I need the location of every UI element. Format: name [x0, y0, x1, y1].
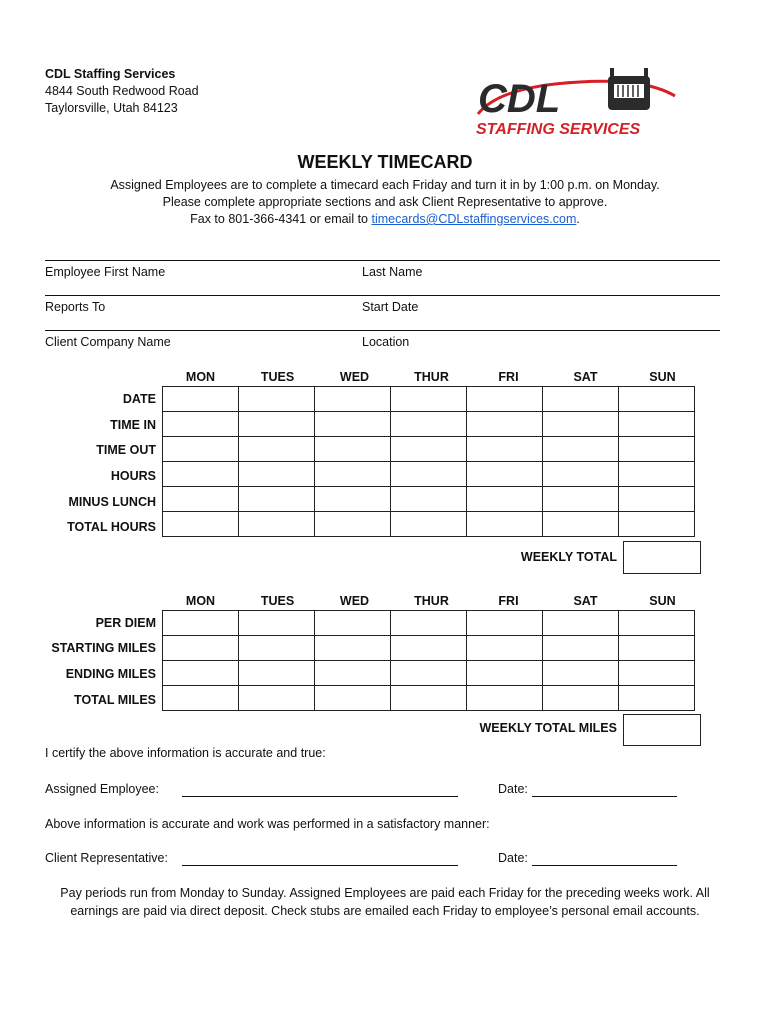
hours-cell[interactable] [391, 412, 467, 437]
row-label-total-hours: TOTAL HOURS [67, 520, 156, 534]
hours-cell[interactable] [239, 487, 315, 512]
row-label-total-miles: TOTAL MILES [74, 693, 156, 707]
hours-cell[interactable] [315, 487, 391, 512]
hours-cell[interactable] [619, 487, 695, 512]
hours-cell[interactable] [239, 412, 315, 437]
day-header-fri-2: FRI [498, 594, 519, 608]
email-link[interactable]: timecards@CDLstaffingservices.com [371, 212, 577, 226]
day-header-mon-2: MON [185, 594, 216, 608]
row-label-time-in: TIME IN [110, 418, 156, 432]
company-address [45, 66, 199, 117]
reports-to-label: Reports To [45, 300, 106, 314]
miles-cell[interactable] [315, 636, 391, 661]
hours-cell[interactable] [467, 487, 543, 512]
logo-main-text: CDL [478, 77, 561, 121]
certify-statement: I certify the above information is accurate and true: [45, 746, 326, 760]
hours-cell[interactable] [467, 412, 543, 437]
employee-signature-line[interactable] [182, 796, 458, 797]
day-header-wed-2: WED [339, 594, 370, 608]
cdl-logo [470, 66, 680, 138]
day-header-mon: MON [185, 370, 216, 384]
truck-icon [608, 68, 650, 110]
miles-cell[interactable] [467, 611, 543, 636]
client-rep-label: Client Representative: [45, 851, 168, 865]
miles-cell[interactable] [163, 611, 239, 636]
miles-cell[interactable] [543, 611, 619, 636]
hours-cell[interactable] [543, 462, 619, 487]
hours-cell[interactable] [391, 462, 467, 487]
day-header-sat-2: SAT [573, 594, 598, 608]
weekly-total-box[interactable] [623, 541, 701, 574]
day-header-fri: FRI [498, 370, 519, 384]
day-header-sat: SAT [573, 370, 598, 384]
hours-cell[interactable] [315, 412, 391, 437]
client-rep-signature-line[interactable] [182, 865, 458, 866]
reports-to-line[interactable] [45, 295, 720, 296]
hours-cell[interactable] [163, 487, 239, 512]
employee-date-label: Date: [498, 782, 528, 796]
hours-cell[interactable] [239, 387, 315, 412]
hours-cell[interactable] [163, 412, 239, 437]
hours-cell[interactable] [543, 487, 619, 512]
hours-row [163, 512, 695, 537]
day-header-thur: THUR [414, 370, 449, 384]
row-label-starting-miles: STARTING MILES [51, 641, 156, 655]
miles-row [163, 686, 695, 711]
hours-cell[interactable] [315, 437, 391, 462]
hours-cell[interactable] [239, 512, 315, 537]
hours-cell[interactable] [543, 387, 619, 412]
company-name: CDL Staffing Services [45, 67, 176, 81]
miles-cell[interactable] [543, 661, 619, 686]
logo-sub-text: STAFFING SERVICES [476, 121, 641, 138]
page-title: WEEKLY TIMECARD [297, 152, 473, 172]
hours-grid [162, 386, 695, 537]
hours-cell[interactable] [619, 437, 695, 462]
miles-cell[interactable] [163, 661, 239, 686]
hours-cell[interactable] [467, 437, 543, 462]
miles-cell[interactable] [315, 686, 391, 711]
hours-cell[interactable] [163, 462, 239, 487]
hours-cell[interactable] [467, 387, 543, 412]
hours-cell[interactable] [315, 512, 391, 537]
hours-cell[interactable] [315, 387, 391, 412]
hours-cell[interactable] [239, 437, 315, 462]
employee-date-line[interactable] [532, 796, 677, 797]
miles-cell[interactable] [239, 611, 315, 636]
hours-row [163, 412, 695, 437]
hours-cell[interactable] [391, 437, 467, 462]
client-rep-date-line[interactable] [532, 865, 677, 866]
miles-cell[interactable] [391, 661, 467, 686]
row-label-hours: HOURS [110, 469, 156, 483]
miles-cell[interactable] [239, 636, 315, 661]
address-line-2: Taylorsville, Utah 84123 [45, 101, 178, 115]
miles-cell[interactable] [391, 686, 467, 711]
client-company-label: Client Company Name [45, 335, 171, 349]
assigned-employee-label: Assigned Employee: [45, 782, 159, 796]
miles-cell[interactable] [467, 636, 543, 661]
hours-row [163, 387, 695, 412]
row-label-date: DATE [122, 392, 156, 406]
instruction-line-1: Assigned Employees are to complete a timecard each Friday and turn it in by 1:00 p.m. on Monday. [110, 178, 660, 192]
hours-cell[interactable] [467, 462, 543, 487]
last-name-label: Last Name [362, 265, 423, 279]
hours-row [163, 487, 695, 512]
footer-line-2: earnings are paid via direct deposit. Check stubs are emailed each Friday to employee’s personal email accounts. [70, 904, 700, 918]
hours-row [163, 437, 695, 462]
miles-cell[interactable] [467, 686, 543, 711]
miles-cell[interactable] [239, 686, 315, 711]
weekly-total-label: WEEKLY TOTAL [520, 550, 617, 564]
day-header-tues-2: TUES [260, 594, 295, 608]
miles-cell[interactable] [163, 636, 239, 661]
miles-row [163, 661, 695, 686]
day-header-tues: TUES [260, 370, 295, 384]
hours-cell[interactable] [543, 437, 619, 462]
start-date-label: Start Date [362, 300, 419, 314]
miles-cell[interactable] [163, 686, 239, 711]
client-rep-date-label: Date: [498, 851, 528, 865]
day-header-sun: SUN [649, 370, 676, 384]
hours-cell[interactable] [391, 512, 467, 537]
miles-row [163, 611, 695, 636]
hours-cell[interactable] [543, 512, 619, 537]
hours-cell[interactable] [163, 512, 239, 537]
fax-text: Fax to 801-366-4341 or email to [190, 212, 372, 226]
hours-row [163, 462, 695, 487]
first-name-label: Employee First Name [45, 265, 166, 279]
miles-grid [162, 610, 695, 711]
row-label-ending-miles: ENDING MILES [65, 667, 156, 681]
first-name-line[interactable] [45, 260, 720, 261]
instruction-line-2: Please complete appropriate sections and ask Client Representative to approve. [162, 195, 608, 209]
hours-cell[interactable] [467, 512, 543, 537]
miles-cell[interactable] [619, 611, 695, 636]
hours-cell[interactable] [391, 487, 467, 512]
hours-cell[interactable] [619, 512, 695, 537]
day-header-sun-2: SUN [649, 594, 676, 608]
weekly-total-miles-box[interactable] [623, 714, 701, 746]
hours-cell[interactable] [315, 462, 391, 487]
miles-row [163, 636, 695, 661]
hours-cell[interactable] [239, 462, 315, 487]
hours-cell[interactable] [619, 387, 695, 412]
miles-cell[interactable] [315, 611, 391, 636]
period: . [576, 212, 580, 226]
row-label-minus-lunch: MINUS LUNCH [68, 495, 156, 509]
weekly-total-miles-label: WEEKLY TOTAL MILES [479, 721, 617, 735]
miles-cell[interactable] [391, 636, 467, 661]
miles-cell[interactable] [543, 686, 619, 711]
hours-cell[interactable] [619, 412, 695, 437]
miles-cell[interactable] [619, 686, 695, 711]
day-header-thur-2: THUR [414, 594, 449, 608]
row-label-time-out: TIME OUT [96, 443, 156, 457]
hours-cell[interactable] [543, 412, 619, 437]
client-company-line[interactable] [45, 330, 720, 331]
hours-cell[interactable] [619, 462, 695, 487]
miles-cell[interactable] [391, 611, 467, 636]
address-line-1: 4844 South Redwood Road [45, 84, 199, 98]
above-info-statement: Above information is accurate and work was performed in a satisfactory manner: [45, 817, 490, 831]
instruction-line-3 [0, 211, 770, 228]
miles-cell[interactable] [619, 661, 695, 686]
hours-cell[interactable] [163, 387, 239, 412]
hours-cell[interactable] [163, 437, 239, 462]
miles-cell[interactable] [239, 661, 315, 686]
location-label: Location [362, 335, 410, 349]
pay-period-note [0, 884, 770, 920]
footer-line-1: Pay periods run from Monday to Sunday. Assigned Employees are paid each Friday for the preceding weeks work. All [60, 886, 710, 900]
row-label-per-diem: PER DIEM [95, 616, 156, 630]
instructions [0, 177, 770, 228]
miles-cell[interactable] [543, 636, 619, 661]
hours-cell[interactable] [391, 387, 467, 412]
miles-cell[interactable] [619, 636, 695, 661]
miles-cell[interactable] [467, 661, 543, 686]
miles-cell[interactable] [315, 661, 391, 686]
day-header-wed: WED [339, 370, 370, 384]
